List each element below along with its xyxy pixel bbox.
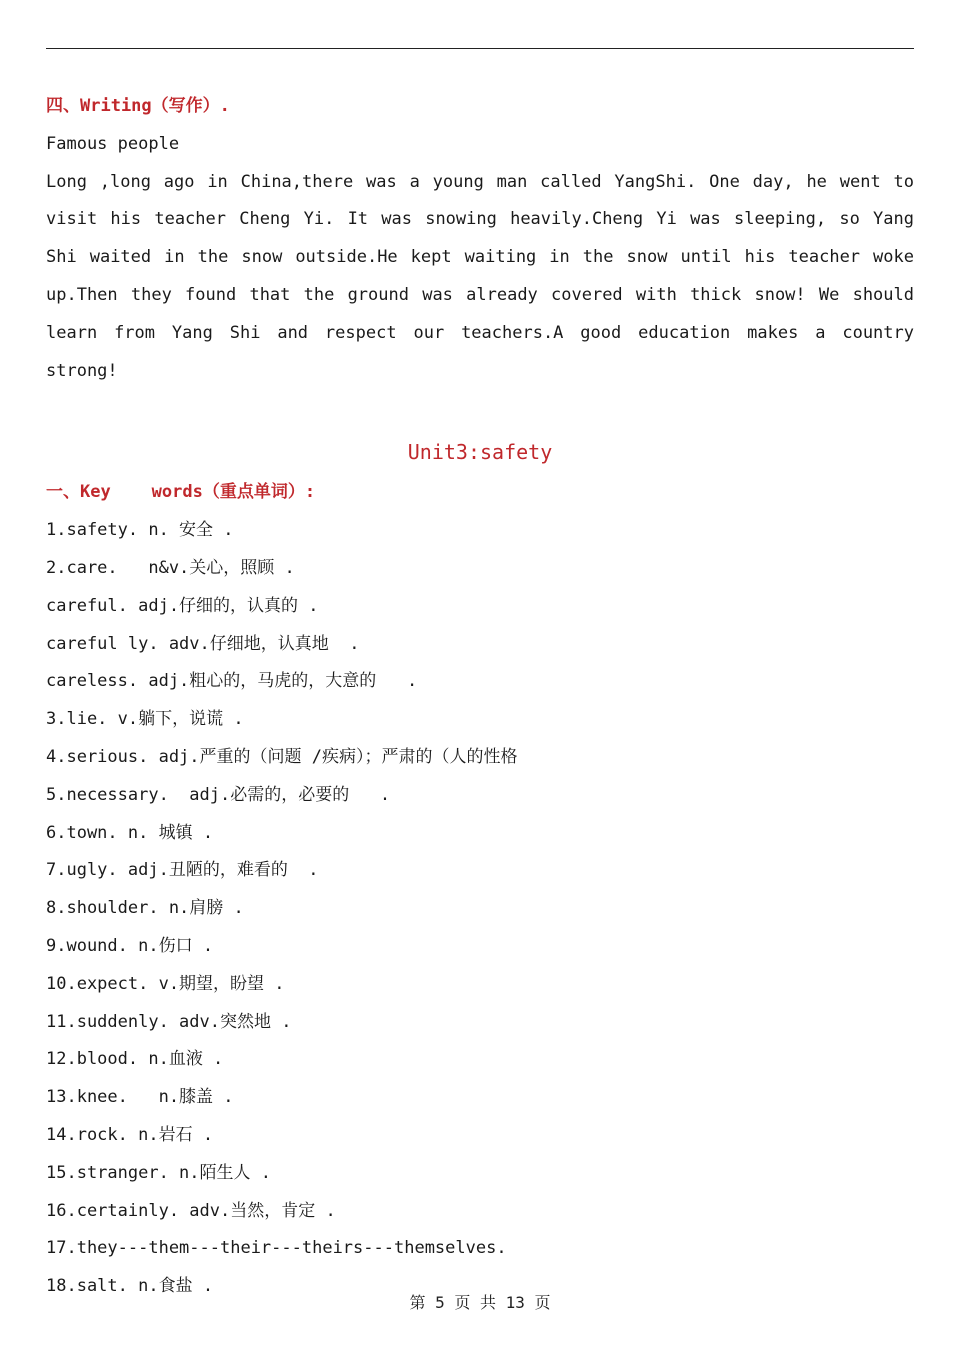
vocab-item: 10.expect. v.期望，盼望 . — [46, 973, 285, 994]
vocab-item: 8.shoulder. n.肩膀 . — [46, 898, 244, 919]
vocab-item: 11.suddenly. adv.突然地 . — [46, 1011, 292, 1032]
vocab-item: careful ly. adv.仔细地，认真地 . — [46, 633, 360, 654]
vocab-item: 6.town. n. 城镇 . — [46, 822, 214, 843]
vocab-item: 14.rock. n.岩石 . — [46, 1124, 214, 1145]
unit-title: Unit3:safety — [407, 440, 553, 465]
vocab-item: 3.lie. v.躺下，说谎 . — [46, 709, 244, 730]
vocab-item: 9.wound. n.伤口 . — [46, 935, 214, 956]
section-spacer — [46, 390, 914, 430]
key-words-heading: 一、Key words（重点单词）: — [46, 482, 316, 503]
vocab-item: careless. adj.粗心的，马虎的，大意的 . — [46, 671, 418, 692]
vocab-item: 15.stranger. n.陌生人 . — [46, 1162, 271, 1183]
page-content — [46, 88, 914, 1306]
vocab-item: 5.necessary. adj.必需的，必要的 . — [46, 784, 391, 805]
key-words-list — [46, 512, 914, 1306]
vocab-item: 13.knee. n.膝盖 . — [46, 1087, 234, 1108]
vocab-item: 16.certainly. adv.当然，肯定 . — [46, 1200, 336, 1221]
vocab-item: 12.blood. n.血液 . — [46, 1049, 224, 1070]
writing-paragraph: Long ,long ago in China,there was a young man called YangShi. One day, he went to visit his teacher Cheng Yi. It was snowing heavily.Cheng Yi was sleeping, so Yang Shi waited in the snow outside.He kept waiting in the snow until his teacher woke up.Then they found that the ground was already covered with thick snow! We should learn from Yang Shi and respect our teachers.A good education makes a country strong! — [46, 171, 914, 381]
vocab-item: 7.ugly. adj.丑陋的，难看的 . — [46, 860, 319, 881]
vocab-item: 4.serious. adj.严重的（问题 /疾病）；严肃的（人的性格 — [46, 746, 518, 767]
writing-title: Famous people — [46, 133, 180, 154]
vocab-item: 2.care. n&v.关心，照顾 . — [46, 557, 295, 578]
page-number: 第 5 页 共 13 页 — [409, 1293, 551, 1312]
writing-heading: 四、Writing（写作）. — [46, 96, 230, 116]
vocab-item: 18.salt. n.食盐 . — [46, 1276, 214, 1297]
vocab-item: 1.safety. n. 安全 . — [46, 520, 234, 541]
header-rule — [46, 48, 914, 49]
vocab-item: careful. adj.仔细的，认真的 . — [46, 595, 319, 616]
vocab-item: 17.they---them---their---theirs---themselves. — [46, 1238, 507, 1259]
